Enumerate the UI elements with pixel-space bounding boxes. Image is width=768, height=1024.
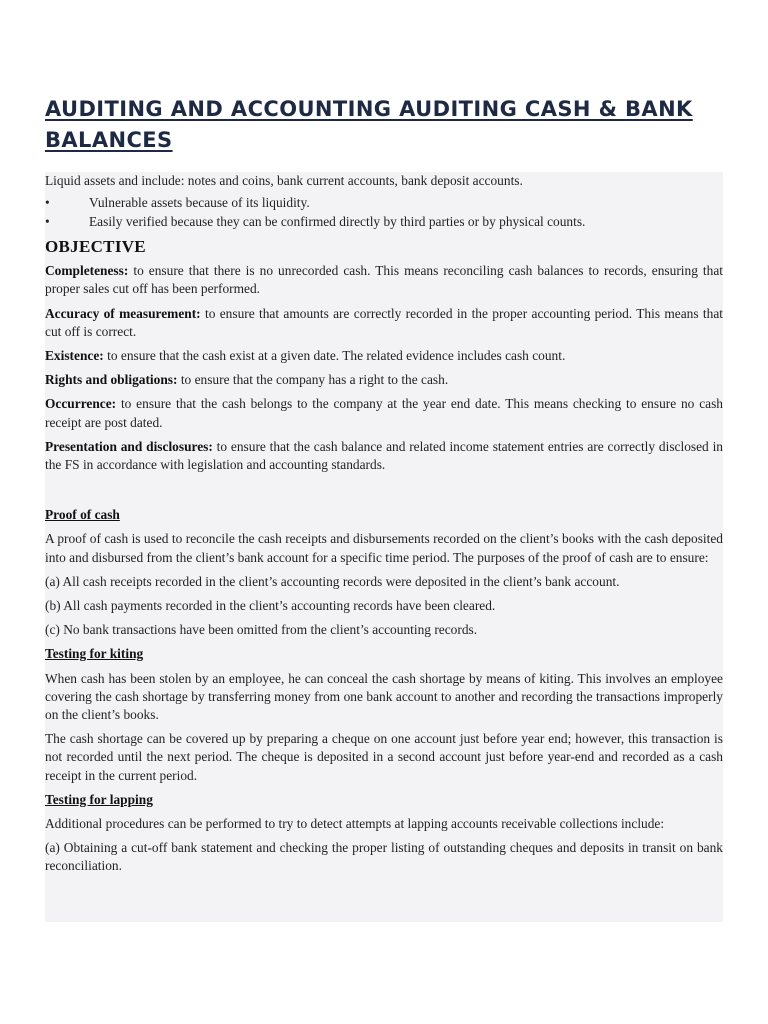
lapping-paragraph: Additional procedures can be performed to try to detect attempts at lapping accounts receivable collections include: <box>45 816 665 832</box>
bullet-icon: • <box>45 195 50 211</box>
document-title: AUDITING AND ACCOUNTING AUDITING CASH & BANK BALANCES <box>45 97 693 152</box>
objective-accuracy: Accuracy of measurement: to ensure that amounts are correctly recorded in the proper accounting period. This means that cut off is correct. <box>45 305 723 339</box>
proof-of-cash-heading: Proof of cash <box>45 507 120 523</box>
objective-occurrence: Occurrence: to ensure that the cash belongs to the company at the year end date. This means checking to ensure no cash receipt are post dated. <box>45 396 723 430</box>
kiting-heading: Testing for kiting <box>45 646 144 662</box>
kiting-paragraph: When cash has been stolen by an employee, he can conceal the cash shortage by means of kiting. This involves an employee covering the cash shortage by transferring money from one bank account to another and recording the transactions improperly on the client’s books. <box>45 670 723 723</box>
proof-of-cash-item: (a) All cash receipts recorded in the client’s accounting records were deposited in the client’s bank account. <box>45 573 620 589</box>
bullet-list <box>45 194 723 231</box>
lapping-paragraph: (a) Obtaining a cut-off bank statement and checking the proper listing of outstanding cheques and deposits in transit on bank reconciliation. <box>45 840 723 874</box>
proof-of-cash-item: (b) All cash payments recorded in the client’s accounting records have been cleared. <box>45 598 496 614</box>
objective-presentation: Presentation and disclosures: to ensure that the cash balance and related income statement entries are correctly disclosed in the FS in accordance with legislation and accounting standards. <box>45 438 723 473</box>
bullet-icon: • <box>45 213 50 229</box>
bullet-item: • Easily verified because they can be confirmed directly by third parties or by physical counts. <box>45 213 723 232</box>
objective-heading: OBJECTIVE <box>45 237 146 257</box>
proof-of-cash-intro: A proof of cash is used to reconcile the cash receipts and disbursements recorded on the client’s books with the cash deposited into and disbursed from the client’s bank account for a specific time period. The purposes of the proof of cash are to ensure: <box>45 531 723 565</box>
lapping-heading: Testing for lapping <box>45 791 153 807</box>
objective-rights: Rights and obligations: to ensure that the company has a right to the cash. <box>45 372 449 388</box>
objective-existence: Existence: to ensure that the cash exist at a given date. The related evidence includes cash count. <box>45 348 566 364</box>
objective-completeness: Completeness: to ensure that there is no unrecorded cash. This means reconciling cash balances to records, ensuring that proper sales cut off has been performed. <box>45 263 723 297</box>
kiting-paragraph: The cash shortage can be covered up by preparing a cheque on one account just before year end; however, this transaction is not recorded until the next period. The cheque is deposited in a second account just before year-end and recorded as a cash receipt in the current period. <box>45 731 723 783</box>
proof-of-cash-item: (c) No bank transactions have been omitted from the client’s accounting records. <box>45 622 478 638</box>
section-spacer <box>45 480 723 506</box>
intro-paragraph: Liquid assets and include: notes and coins, bank current accounts, bank deposit accounts. <box>45 173 523 188</box>
bullet-item: • Vulnerable assets because of its liquidity. <box>45 194 723 213</box>
document-body <box>45 172 723 922</box>
